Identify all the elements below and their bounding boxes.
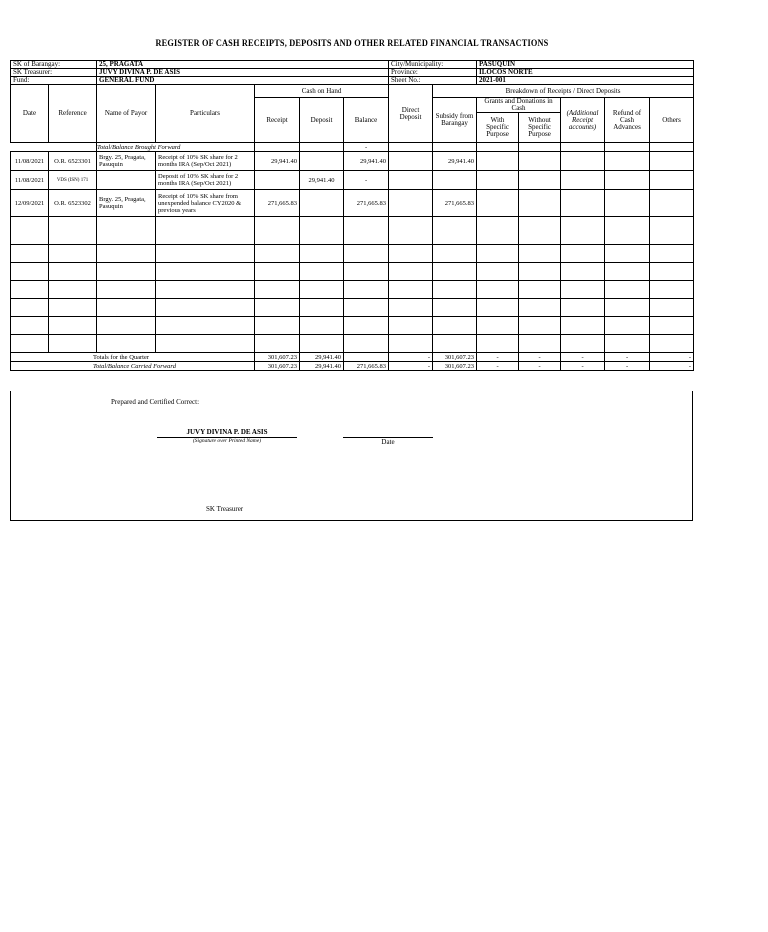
header-row-barangay	[11, 61, 694, 69]
row-particulars: Receipt of 10% SK share for 2 months IRA (Sep/Oct 2021)	[156, 152, 255, 171]
col-receipt: Receipt	[255, 98, 300, 143]
totals-forward-additional: -	[561, 362, 605, 371]
row-deposit: 29,941.40	[300, 171, 344, 190]
row-subsidy: 271,665.83	[433, 190, 477, 217]
certification-box	[10, 391, 693, 521]
row-receipt	[255, 171, 300, 190]
province-value: ILOCOS NORTE	[477, 69, 694, 77]
brought-forward-row	[11, 143, 694, 152]
treasurer-label: SK Treasurer:	[11, 69, 97, 77]
col-breakdown: Breakdown of Receipts / Direct Deposits	[433, 85, 694, 98]
totals-quarter-without: -	[519, 353, 561, 362]
totals-quarter-balance	[344, 353, 389, 362]
col-refund: Refund of Cash Advances	[605, 98, 650, 143]
blank-row	[11, 263, 694, 281]
col-cash-on-hand: Cash on Hand	[255, 85, 389, 98]
col-additional: (Additional Receipt accounts)	[561, 98, 605, 143]
row-balance: 29,941.40	[344, 152, 389, 171]
blank-row	[11, 335, 694, 353]
row-reference: O.R. 6523302	[49, 190, 97, 217]
col-reference: Reference	[49, 85, 97, 143]
blank-row	[11, 217, 694, 245]
header-row-fund	[11, 77, 694, 85]
totals-forward-receipt: 301,607.23	[255, 362, 300, 371]
blank-row	[11, 317, 694, 335]
totals-forward-subsidy: 301,607.23	[433, 362, 477, 371]
col-with-purpose: With Specific Purpose	[477, 113, 519, 143]
totals-forward-row	[11, 362, 694, 371]
sheet-value: 2021-001	[477, 77, 694, 85]
totals-quarter-others: -	[650, 353, 694, 362]
totals-quarter-additional: -	[561, 353, 605, 362]
totals-forward-label: Total/Balance Carried Forward	[11, 362, 255, 371]
totals-quarter-refund: -	[605, 353, 650, 362]
totals-forward-with: -	[477, 362, 519, 371]
row-date: 12/09/2021	[11, 190, 49, 217]
row-balance: 271,665.83	[344, 190, 389, 217]
totals-quarter-subsidy: 301,607.23	[433, 353, 477, 362]
row-deposit	[300, 190, 344, 217]
blank-row	[11, 281, 694, 299]
col-payor: Name of Payor	[97, 85, 156, 143]
page-title: REGISTER OF CASH RECEIPTS, DEPOSITS AND OTHER RELATED FINANCIAL TRANSACTIONS	[155, 38, 549, 48]
date-caption: Date	[381, 438, 395, 446]
row-payor: Brgy. 25, Pragata, Pasuquin	[97, 152, 156, 171]
totals-quarter-deposit: 29,941.40	[300, 353, 344, 362]
row-reference: VDS (ISN) 171	[49, 171, 97, 190]
totals-forward-direct: -	[389, 362, 433, 371]
row-direct	[389, 171, 433, 190]
row-direct	[389, 190, 433, 217]
col-grants: Grants and Donations in Cash	[477, 98, 561, 113]
barangay-value: 25, PRAGATA	[97, 61, 389, 69]
header-row-treasurer	[11, 69, 694, 77]
totals-forward-deposit: 29,941.40	[300, 362, 344, 371]
row-payor	[97, 171, 156, 190]
totals-quarter-row	[11, 353, 694, 362]
treasurer-position: SK Treasurer	[206, 505, 244, 513]
city-label: City/Municipality:	[389, 61, 477, 69]
blank-row	[11, 299, 694, 317]
row-payor: Brgy. 25, Pragata, Pasuquin	[97, 190, 156, 217]
signature-caption: (Signature over Printed Name)	[192, 438, 262, 444]
col-date: Date	[11, 85, 49, 143]
row-particulars: Receipt of 10% SK share from unexpended balance CY2020 & previous years	[156, 190, 255, 217]
col-others: Others	[650, 98, 694, 143]
totals-forward-balance: 271,665.83	[344, 362, 389, 371]
prepared-label: Prepared and Certified Correct:	[111, 398, 200, 406]
row-date: 11/08/2021	[11, 171, 49, 190]
col-deposit: Deposit	[300, 98, 344, 143]
row-balance: -	[344, 171, 389, 190]
row-direct	[389, 152, 433, 171]
row-date: 11/08/2021	[11, 152, 49, 171]
fund-value: GENERAL FUND	[97, 77, 389, 85]
table-row	[11, 152, 694, 171]
signatory-name: JUVY DIVINA P. DE ASIS	[186, 428, 268, 436]
col-subsidy: Subsidy from Barangay	[433, 98, 477, 143]
city-value: PASUQUIN	[477, 61, 694, 69]
col-balance: Balance	[344, 98, 389, 143]
totals-forward-without: -	[519, 362, 561, 371]
register-table	[10, 60, 694, 371]
row-receipt: 271,665.83	[255, 190, 300, 217]
totals-quarter-label: Totals for the Quarter	[11, 353, 255, 362]
table-row	[11, 190, 694, 217]
row-receipt: 29,941.40	[255, 152, 300, 171]
row-reference: O.R. 6523301	[49, 152, 97, 171]
col-direct-deposit: Direct Deposit	[389, 85, 433, 143]
row-particulars: Deposit of 10% SK share for 2 months IRA (Sep/Oct 2021)	[156, 171, 255, 190]
province-label: Province:	[389, 69, 477, 77]
brought-forward-balance: -	[344, 143, 389, 152]
row-subsidy: 29,941.40	[433, 152, 477, 171]
sheet-label: Sheet No.:	[389, 77, 477, 85]
col-particulars: Particulars	[156, 85, 255, 143]
totals-forward-others: -	[650, 362, 694, 371]
row-deposit	[300, 152, 344, 171]
brought-forward-label: Total/Balance Brought Forward	[97, 143, 255, 152]
table-row	[11, 171, 694, 190]
totals-quarter-direct: -	[389, 353, 433, 362]
blank-row	[11, 245, 694, 263]
fund-label: Fund:	[11, 77, 97, 85]
col-without-purpose: Without Specific Purpose	[519, 113, 561, 143]
totals-forward-refund: -	[605, 362, 650, 371]
treasurer-value: JUVY DIVINA P. DE ASIS	[97, 69, 389, 77]
totals-quarter-receipt: 301,607.23	[255, 353, 300, 362]
row-subsidy	[433, 171, 477, 190]
totals-quarter-with: -	[477, 353, 519, 362]
barangay-label: SK of Barangay:	[11, 61, 97, 69]
